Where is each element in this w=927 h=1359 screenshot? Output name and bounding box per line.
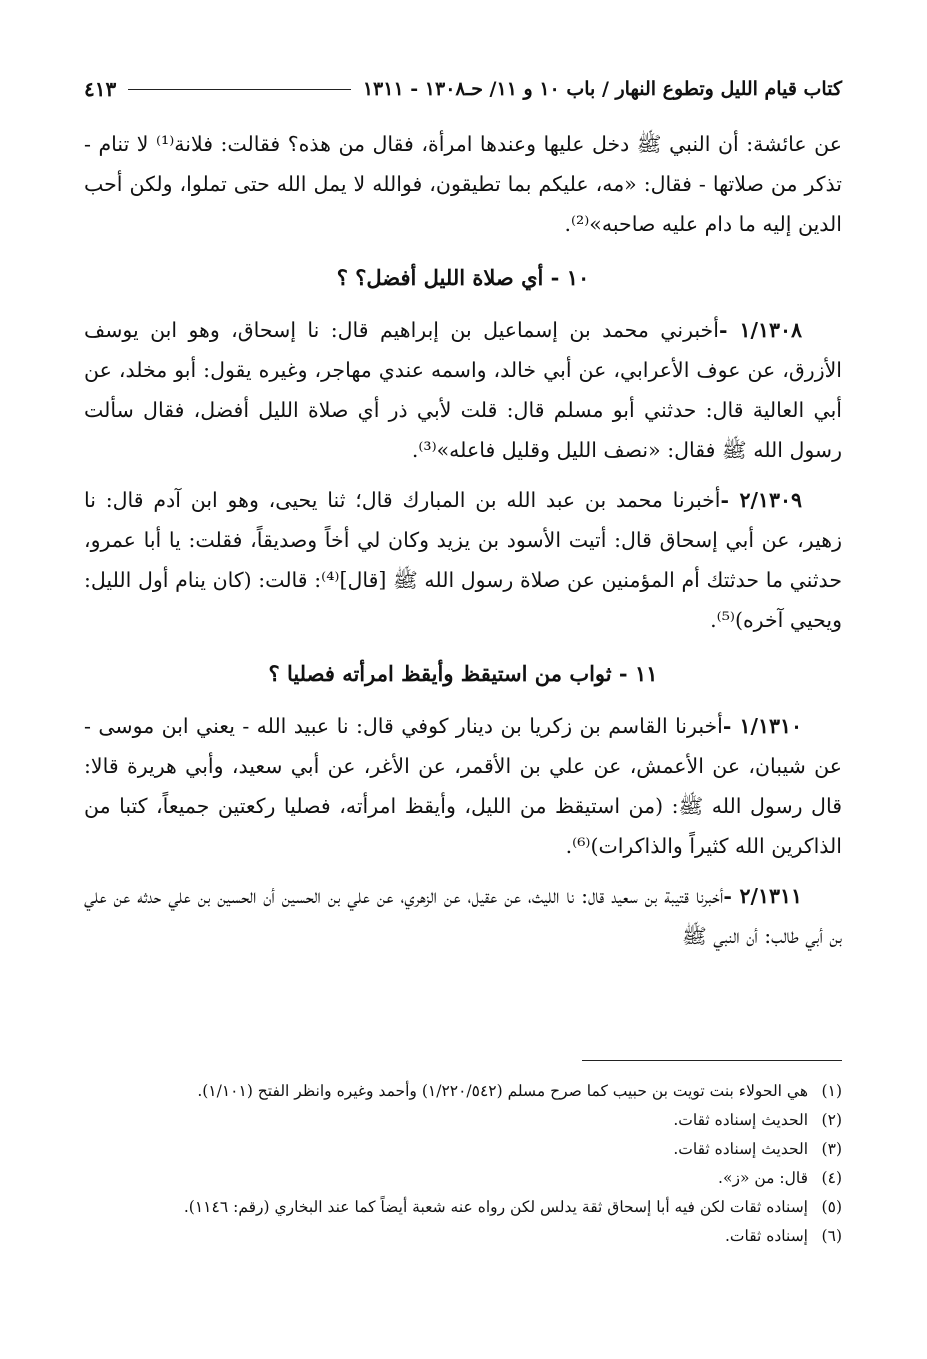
hadith-text: أخبرنا القاسم بن زكريا بن دينار كوفي قال: نا عبيد الله - يعني ابن موسى - عن شيبان، عن الأعمش، عن علي بن الأقمر، عن الأغر، عن أبي سعيد، وأبي هريرة قالا: قال رسول الله ﷺ: (من استيقظ من الليل، وأيقظ امرأته، فصليا ركعتين جميعاً، كتبا من الذاكرين الله كثيراً والذاكرات)⁽⁶⁾. <box>84 714 842 858</box>
paragraph-continuation: عن عائشة: أن النبي ﷺ دخل عليها وعندها امرأة، فقال من هذه؟ فقالت: فلانة⁽¹⁾ لا تنام - تذكر من صلاتها - فقال: «مه، عليكم بما تطيقون، فوالله لا يمل الله حتى تملوا، ولكن أحب الدين إليه ما دام عليه صاحبه»⁽²⁾. <box>84 132 842 236</box>
hadith-number: ١/١٣١٠ - <box>722 714 802 738</box>
footnote-text: قال: من «ز». <box>718 1169 808 1187</box>
footnote <box>84 1135 842 1164</box>
footnote-text: الحديث إسناده ثقات. <box>673 1111 808 1129</box>
footnote-separator <box>582 1060 842 1061</box>
footnote-text: إسناده ثقات. <box>724 1227 808 1245</box>
running-header <box>84 74 842 104</box>
footnote-text: إسناده ثقات لكن فيه أبا إسحاق ثقة يدلس لكن رواه عنه شعبة أيضاً كما عند البخاري (رقم: ١١٤٦). <box>183 1198 808 1216</box>
hadith-1308 <box>84 310 842 470</box>
footnote <box>84 1077 842 1106</box>
main-text <box>84 124 842 956</box>
running-title: كتاب قيام الليل وتطوع النهار / باب ١٠ و ١١/ حـ١٣٠٨ - ١٣١١ <box>362 78 842 100</box>
footnote-text: الحديث إسناده ثقات. <box>673 1140 808 1158</box>
hadith-text: أخبرني محمد بن إسماعيل بن إبراهيم قال: نا إسحاق، وهو ابن يوسف الأزرق، عن عوف الأعرابي، عن أبي خالد، واسمه عندي مهاجر، وغيره يقول: أبو مخلد، عن أبي العالية قال: حدثني أبو مسلم قال: قلت لأبي ذر أي صلاة الليل أفضل، فقال سألت رسول الله ﷺ فقال: «نصف الليل وقليل فاعله»⁽³⁾. <box>84 318 842 462</box>
footnote-text: هي الحولاء بنت تويت بن حبيب كما صرح مسلم (١/٢٢٠/٥٤٢) وأحمد وغيره وانظر الفتح (١/١٠١). <box>197 1082 808 1100</box>
hadith-text: أخبرنا قتيبة بن سعيد قال: نا الليث، عن عقيل، عن الزهري، عن علي بن الحسين أن الحسين بن علي حدثه عن علي بن أبي طالب: أن النبي ﷺ <box>84 884 842 948</box>
hadith-number: ٢/١٣٠٩ - <box>720 488 802 512</box>
hadith-number: ١/١٣٠٨ - <box>718 318 802 342</box>
footnote <box>84 1164 842 1193</box>
footnote-number: (٢) <box>821 1111 842 1129</box>
hadith-1310 <box>84 706 842 866</box>
section-heading-10: ١٠ - أي صلاة الليل أفضل؟ ؟ <box>336 265 590 290</box>
footnote <box>84 1106 842 1135</box>
footnotes <box>84 1060 842 1251</box>
footnote <box>84 1222 842 1251</box>
hadith-number: ٢/١٣١١ - <box>723 884 802 908</box>
hadith-1311 <box>84 876 842 956</box>
hadith-1309 <box>84 480 842 640</box>
footnote-number: (٤) <box>821 1169 842 1187</box>
footnote-number: (٣) <box>821 1140 842 1158</box>
header-rule <box>128 89 351 90</box>
footnote-number: (١) <box>821 1082 842 1100</box>
footnote-list <box>84 1077 842 1251</box>
hadith-text: أخبرنا محمد بن عبد الله بن المبارك قال؛ ثنا يحيى، وهو ابن آدم قال: نا زهير، عن أبي إسحاق قال: أتيت الأسود بن يزيد وكان لي أخاً وصديقاً، فقلت: يا أبا عمرو، حدثني ما حدثتك أم المؤمنين عن صلاة رسول الله ﷺ [قال]⁽⁴⁾: قالت: (كان ينام أول الليل: ويحيي آخره)⁽⁵⁾. <box>84 488 842 632</box>
page-number: ٤١٣ <box>84 77 117 101</box>
footnote <box>84 1193 842 1222</box>
section-heading-11: ١١ - ثواب من استيقظ وأيقظ امرأته فصليا ؟ <box>268 661 658 686</box>
footnote-number: (٥) <box>821 1198 842 1216</box>
footnote-number: (٦) <box>821 1227 842 1245</box>
